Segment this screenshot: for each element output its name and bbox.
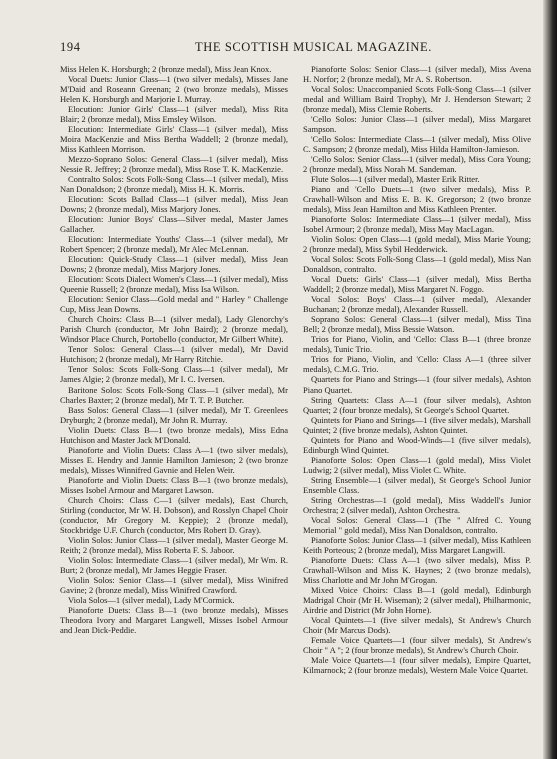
prize-list-entry: Tenor Solos: Scots Folk-Song Class—1 (silver medal), Mr James Algie; 2 (bronze medal), Mr I. C. Iversen. [60,364,288,385]
prize-list-entry: Male Voice Quartets—1 (four silver medals), Empire Quartet, Kilmarnock; 2 (four bronze medals), Western Male Voice Quartet. [303,654,531,675]
prize-list-entry: Quintets for Piano and Strings—1 (five silver medals), Marshall Quintet; 2 (five bronze medals), Ashton Quintet. [303,414,531,435]
prize-list-entry: Quartets for Piano and Strings—1 (four silver medals), Ashton Piano Quartet. [303,374,531,395]
prize-list-entry: String Quartets: Class A—1 (four silver medals), Ashton Quartet; 2 (four bronze medals), St George's School Quartet. [303,394,531,415]
prize-list-entry: Elocution: Scots Dialect Women's Class—1 (silver medal), Miss Queenie Russell; 2 (bronze medal), Miss Isa Wilson. [60,274,288,295]
prize-list-entry: Pianoforte Solos: Intermediate Class—1 (silver medal), Miss Isobel Armour; 2 (bronze medal), Miss May MacLagan. [303,214,531,235]
prize-list-entry: Viola Solos—1 (silver medal), Lady M'Cormick. [68,594,235,605]
prize-list-entry: Church Choirs: Class B—1 (silver medal), Lady Glenorchy's Parish Church (conductor, Mr John Baird); 2 (bronze medal), Windsor Place Church, Portobello (conductor, Mr Gilbert White). [60,314,288,345]
prize-list-entry: Tenor Solos: General Class—1 (silver medal), Mr David Hutchison; 2 (bronze medal), Mr Harry Ritchie. [60,344,288,365]
prize-list-entry: Elocution: Junior Boys' Class—Silver medal, Master James Gallacher. [60,214,288,235]
prize-list-entry: Violin Solos: Intermediate Class—1 (silver medal), Mr Wm. R. Burt; 2 (bronze medal), Mr James Heggie Fraser. [60,554,288,575]
prize-list-entry: Elocution: Junior Girls' Class—1 (silver medal), Miss Rita Blair; 2 (bronze medal), Miss Emsley Wilson. [60,104,288,125]
prize-list-entry: Baritone Solos: Scots Folk-Song Class—1 (silver medal), Mr Charles Baxter; 2 (bronze medal), Mr T. T. P. Butcher. [60,384,288,405]
prize-list-entry: Vocal Solos: Scots Folk-Song Class—1 (gold medal), Miss Nan Donaldson, contralto. [303,254,531,275]
running-title: THE SCOTTISH MUSICAL MAGAZINE. [195,40,432,54]
prize-list-entry: Elocution: Intermediate Girls' Class—1 (silver medal), Miss Moira MacKenzie and Miss Bertha Waddell; 2 (bronze medal), Miss Kathleen Morrison. [60,124,288,155]
prize-list-entry: Pianoforte and Violin Duets: Class B—1 (two bronze medals), Misses Isobel Armour and Margaret Lawson. [60,474,288,495]
prize-list-entry: Trios for Piano, Violin, and 'Cello: Class A—1 (three silver medals), C.M.G. Trio. [303,354,531,375]
prize-list-entry: Mixed Voice Choirs: Class B—1 (gold medal), Edinburgh Madrigal Choir (Mr H. Wiseman); 2 (silver medal), Philharmonic, Airdrie and District (Mr John Horne). [303,584,531,615]
prize-list-entry: Piano and 'Cello Duets—1 (two silver medals), Miss P. Crawhall-Wilson and Miss E. B. K. Gregorson; 2 (two bronze medals), Miss Jean Hamilton and Miss Kathleen Prenter. [303,184,531,215]
prize-list-entry: Vocal Quintets—1 (five silver medals), St Andrew's Church Choir (Mr Marcus Dods). [303,614,531,635]
prize-list-entry: Mezzo-Soprano Solos: General Class—1 (silver medal), Miss Nessie R. Jeffrey; 2 (bronze medal), Miss Rose T. K. MacKenzie. [60,154,288,175]
prize-list-entry: Pianoforte Solos: Junior Class—1 (silver medal), Miss Kathleen Keith Porteous; 2 (bronze medal), Miss Margaret Langwill. [303,534,531,555]
prize-list-entry: Pianoforte Solos: Open Class—1 (gold medal), Miss Violet Ludwig; 2 (silver medal), Miss Violet C. White. [303,454,531,475]
prize-list-entry: Violin Solos: Senior Class—1 (silver medal), Miss Winifred Gavine; 2 (bronze medal), Miss Winifred Crawford. [60,574,288,595]
prize-list-entry: 'Cello Solos: Junior Class—1 (silver medal), Miss Margaret Sampson. [303,114,531,135]
prize-list-entry: Church Choirs: Class C—1 (silver medals), East Church, Stirling (conductor, Mr W. H. Dobson), and Rosslyn Chapel Choir (conductor, Mr Gregory M. Keppie); 2 (bronze medal), Stockbridge U.F. Church (conductor, Mrs Robert D. Gray). [60,494,288,535]
prize-list-entry: Female Voice Quartets—1 (four silver medals), St Andrew's Choir " A "; 2 (four bronze medals), St Andrew's Church Choir. [303,634,531,655]
prize-list-entry: Vocal Duets: Girls' Class—1 (silver medal), Miss Bertha Waddell; 2 (bronze medal), Miss Margaret N. Foggo. [303,274,531,295]
prize-list-entry: Pianoforte Solos: Senior Class—1 (silver medal), Miss Avena H. Norfor; 2 (bronze medal), Mr A. S. Robertson. [303,64,531,85]
prize-list-entry: 'Cello Solos: Senior Class—1 (silver medal), Miss Cora Young; 2 (bronze medal), Miss Norah M. Sandeman. [303,154,531,175]
prize-list-entry: Violin Duets: Class B—1 (two bronze medals), Miss Edna Hutchison and Master Jack M'Donald. [60,424,288,445]
prize-list-entry: Vocal Solos: Unaccompanied Scots Folk-Song Class—1 (silver medal and William Baird Trophy), Mr J. Henderson Stewart; 2 (bronze medal), Miss Clemie Roberts. [303,84,531,115]
page-header [60,40,530,58]
prize-list-entry: Pianoforte Duets: Class B—1 (two bronze medals), Misses Theodora Ivory and Margaret Langwell, Misses Isobel Armour and Jean Dick-Peddie. [60,604,288,635]
prize-list-entry: Elocution: Scots Ballad Class—1 (silver medal), Miss Jean Downs; 2 (bronze medal), Miss Marjory Jones. [60,194,288,215]
prize-list-entry: String Orchestras—1 (gold medal), Miss Waddell's Junior Orchestra; 2 (silver medal), Ashton Orchestra. [303,494,531,515]
prize-list-entry: Vocal Solos: Boys' Class—1 (silver medal), Alexander Buchanan; 2 (bronze medal), Alexander Russell. [303,294,531,315]
prize-list-entry: Elocution: Senior Class—Gold medal and " Harley " Challenge Cup, Miss Jean Downs. [60,294,288,315]
right-column [303,64,531,675]
prize-list-entry: Pianoforte Duets: Class A—1 (two silver medals), Miss P. Crawhall-Wilson and Miss K. Haynes; 2 (two bronze medals), Miss Charlotte and Mr John M'Grogan. [303,554,531,585]
prize-list-entry: Violin Solos: Open Class—1 (gold medal), Miss Marie Young; 2 (bronze medal), Miss Sybil Hedderwick. [303,234,531,255]
prize-list-entry: Pianoforte and Violin Duets: Class A—1 (two silver medals), Misses E. Hendry and Jannie Hamilton Jamieson; 2 (two bronze medals), Misses Winnifred Gavnie and Helen Weir. [60,444,288,475]
page-number: 194 [60,40,81,54]
left-column [60,64,288,635]
prize-list-entry: Bass Solos: General Class—1 (silver medal), Mr T. Greenlees Dryburgh; 2 (bronze medal), Mr John R. Murray. [60,404,288,425]
prize-list-entry: Elocution: Quick-Study Class—1 (silver medal), Miss Jean Downs; 2 (bronze medal), Miss Marjory Jones. [60,254,288,275]
prize-list-entry: Elocution: Intermediate Youths' Class—1 (silver medal), Mr Robert Spencer; 2 (bronze medal), Mr Alec McLennan. [60,234,288,255]
prize-list-entry: Vocal Solos: General Class—1 (The " Alfred C. Young Memorial " gold medal), Miss Nan Donaldson, contralto. [303,514,531,535]
prize-list-entry: Contralto Solos: Scots Folk-Song Class—1 (silver medal), Miss Nan Donaldson; 2 (bronze medal), Miss H. K. Morris. [60,174,288,195]
prize-list-entry: Miss Helen K. Horsburgh; 2 (bronze medal), Miss Jean Knox. [60,64,272,74]
prize-list-entry: Violin Solos: Junior Class—1 (silver medal), Master George M. Reith; 2 (bronze medal), Miss Roberta F. S. Jaboor. [60,534,288,555]
prize-list-entry: Soprano Solos: General Class—1 (silver medal), Miss Tina Bell; 2 (bronze medal), Miss Bessie Watson. [303,314,531,335]
book-spine-shadow [543,0,557,759]
prize-list-entry: Trios for Piano, Violin, and 'Cello: Class B—1 (three bronze medals), Tunic Trio. [303,334,531,355]
prize-list-entry: String Ensemble—1 (silver medal), St George's School Junior Ensemble Class. [303,474,531,495]
prize-list-entry: Vocal Duets: Junior Class—1 (two silver medals), Misses Jane M'Daid and Roseann Greenan; 2 (two bronze medals), Misses Helen K. Horsburgh and Marjorie I. Murray. [60,74,288,105]
prize-list-entry: 'Cello Solos: Intermediate Class—1 (silver medal), Miss Olive C. Sampson; 2 (bronze medal), Miss Hilda Hamilton-Jamieson. [303,134,531,155]
prize-list-entry: Flute Solos—1 (silver medal), Master Erik Ritter. [311,174,480,185]
prize-list-entry: Quintets for Piano and Wood-Winds—1 (five silver medals), Edinburgh Wind Quintet. [303,434,531,455]
